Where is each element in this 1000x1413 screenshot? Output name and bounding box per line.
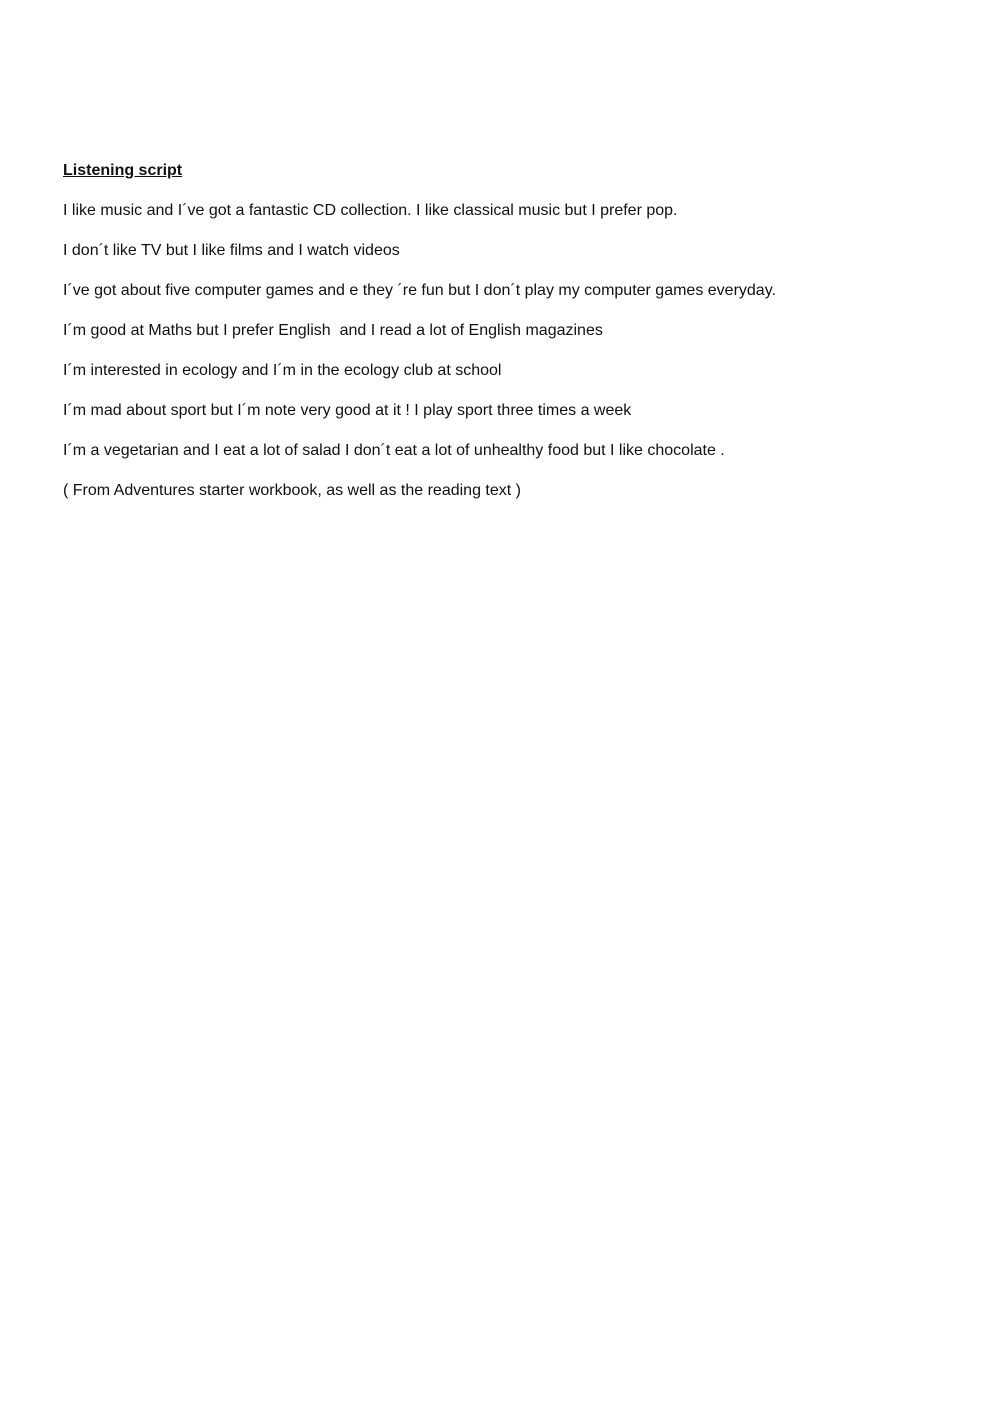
script-line-4: I´m good at Maths but I prefer English and I read a lot of English magazines bbox=[63, 322, 603, 339]
script-line-2: I don´t like TV but I like films and I watch videos bbox=[63, 242, 400, 259]
script-line-5: I´m interested in ecology and I´m in the ecology club at school bbox=[63, 362, 502, 379]
script-line-7: I´m a vegetarian and I eat a lot of salad I don´t eat a lot of unhealthy food but I like chocolate . bbox=[63, 442, 725, 459]
section-title: Listening script bbox=[63, 162, 183, 179]
script-line-3: I´ve got about five computer games and e they ´re fun but I don´t play my computer games everyday. bbox=[63, 282, 776, 299]
script-line-1: I like music and I´ve got a fantastic CD collection. I like classical music but I prefer pop. bbox=[63, 202, 678, 219]
listening-script-section bbox=[63, 160, 943, 520]
script-line-6: I´m mad about sport but I´m note very good at it ! I play sport three times a week bbox=[63, 402, 632, 419]
source-note: ( From Adventures starter workbook, as well as the reading text ) bbox=[63, 482, 521, 499]
